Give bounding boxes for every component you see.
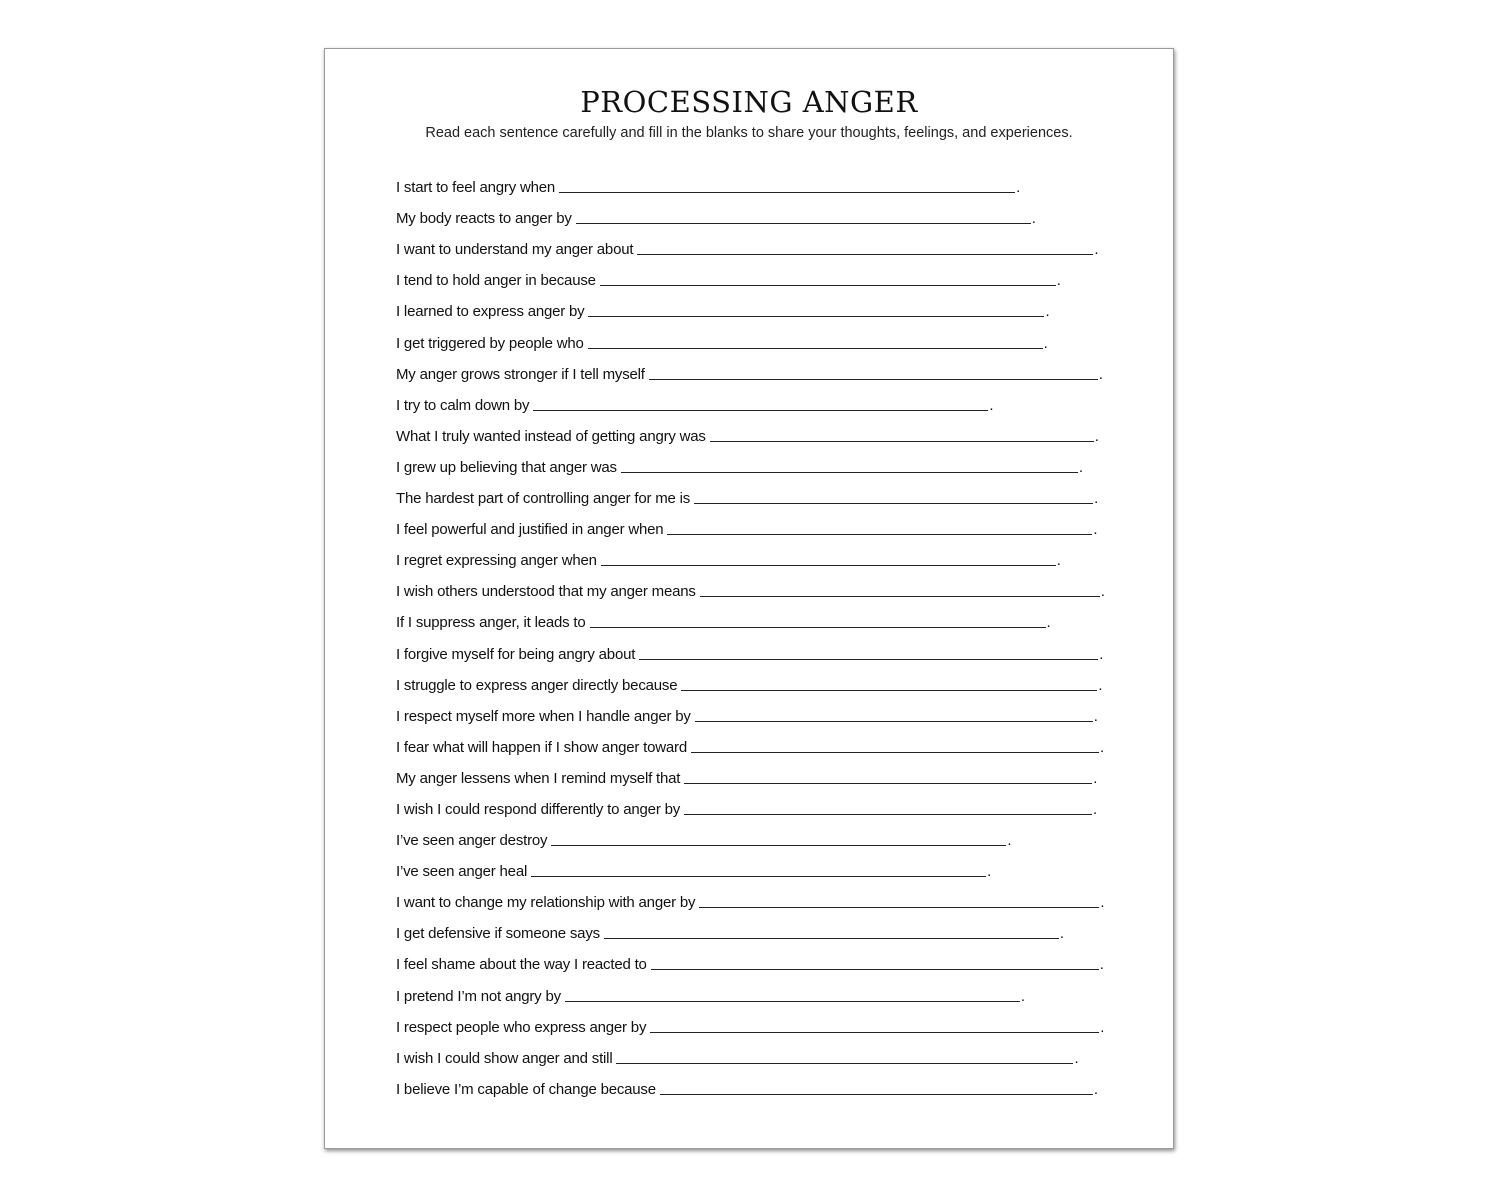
prompt-text: I wish others understood that my anger means — [396, 583, 696, 601]
sentence-period: . — [1093, 1080, 1099, 1098]
prompt-row — [396, 414, 1116, 445]
prompt-text: I pretend I’m not angry by — [396, 987, 561, 1005]
prompt-text: I’ve seen anger heal — [396, 863, 528, 881]
prompt-row — [396, 165, 1116, 196]
answer-blank[interactable] — [588, 316, 1044, 317]
sentence-period: . — [987, 863, 992, 881]
prompt-text: I regret expressing anger when — [396, 552, 597, 570]
answer-blank[interactable] — [604, 938, 1059, 939]
sentence-period: . — [1020, 987, 1026, 1005]
prompt-text: My anger lessens when I remind myself that — [396, 769, 681, 787]
prompt-row — [396, 818, 1116, 849]
answer-blank[interactable] — [600, 285, 1056, 286]
prompt-row — [396, 445, 1116, 476]
sentence-period: . — [989, 396, 994, 414]
prompt-row — [396, 538, 1116, 569]
sentence-period: . — [1093, 800, 1098, 818]
sentence-period: . — [1056, 272, 1061, 290]
prompt-row — [396, 320, 1116, 351]
answer-blank[interactable] — [601, 565, 1056, 566]
prompt-row — [396, 663, 1116, 694]
sentence-period: . — [1059, 925, 1065, 943]
sentence-period: . — [1100, 894, 1105, 912]
answer-blank[interactable] — [616, 1063, 1073, 1064]
prompt-text: I tend to hold anger in because — [396, 272, 596, 290]
prompt-row — [396, 258, 1116, 289]
prompt-row — [396, 1036, 1116, 1067]
prompt-text: I believe I’m capable of change because — [396, 1080, 656, 1098]
prompt-text: I grew up believing that anger was — [396, 458, 617, 476]
sentence-period: . — [1043, 334, 1048, 352]
answer-blank[interactable] — [694, 503, 1093, 504]
prompt-row — [396, 227, 1116, 258]
sentence-period: . — [1100, 1018, 1105, 1036]
prompt-row — [396, 476, 1116, 507]
sentence-period: . — [1031, 210, 1036, 228]
prompt-text: I want to understand my anger about — [396, 241, 634, 259]
prompt-text: I get triggered by people who — [396, 334, 584, 352]
prompt-row — [396, 911, 1116, 942]
prompt-row — [396, 569, 1116, 600]
answer-blank[interactable] — [684, 814, 1092, 815]
sentence-period: . — [1099, 645, 1104, 663]
prompt-text: What I truly wanted instead of getting angry was — [396, 427, 706, 445]
prompt-text: I respect people who express anger by — [396, 1018, 647, 1036]
answer-blank[interactable] — [649, 379, 1098, 380]
answer-blank[interactable] — [681, 690, 1097, 691]
answer-blank[interactable] — [710, 441, 1094, 442]
worksheet-instructions: Read each sentence carefully and fill in the blanks to share your thoughts, feelings, and experiences. — [425, 125, 1073, 141]
answer-blank[interactable] — [639, 659, 1098, 660]
prompt-row — [396, 725, 1116, 756]
answer-blank[interactable] — [667, 534, 1092, 535]
answer-blank[interactable] — [660, 1094, 1093, 1095]
answer-blank[interactable] — [533, 410, 988, 411]
prompt-row — [396, 352, 1116, 383]
sentence-period: . — [1100, 583, 1105, 601]
sentence-period: . — [1056, 552, 1061, 570]
answer-blank[interactable] — [651, 969, 1099, 970]
sentence-period: . — [1099, 738, 1105, 756]
answer-blank[interactable] — [695, 721, 1093, 722]
prompt-text: I wish I could show anger and still — [396, 1049, 613, 1067]
prompt-row — [396, 973, 1116, 1004]
prompt-text: My body reacts to anger by — [396, 210, 572, 228]
prompt-text: I feel shame about the way I reacted to — [396, 956, 647, 974]
prompt-text: I learned to express anger by — [396, 303, 585, 321]
sentence-period: . — [1016, 179, 1021, 197]
prompt-row — [396, 600, 1116, 631]
prompt-text: I respect myself more when I handle anger by — [396, 707, 691, 725]
prompt-text: If I suppress anger, it leads to — [396, 614, 586, 632]
answer-blank[interactable] — [684, 783, 1092, 784]
prompt-row — [396, 1067, 1116, 1098]
prompt-text: I feel powerful and justified in anger when — [396, 521, 664, 539]
prompt-text: I want to change my relationship with anger by — [396, 894, 696, 912]
prompt-row — [396, 507, 1116, 538]
answer-blank[interactable] — [691, 752, 1099, 753]
sentence-period: . — [1045, 303, 1050, 321]
prompt-text: I start to feel angry when — [396, 179, 556, 197]
sentence-period: . — [1046, 614, 1051, 632]
prompt-text: I get defensive if someone says — [396, 925, 600, 943]
prompt-text: My anger grows stronger if I tell myself — [396, 365, 645, 383]
sentence-period: . — [1094, 241, 1099, 259]
prompt-text: I wish I could respond differently to anger by — [396, 800, 681, 818]
answer-blank[interactable] — [551, 845, 1006, 846]
answer-blank[interactable] — [531, 876, 986, 877]
worksheet-title: PROCESSING ANGER — [580, 85, 918, 119]
sentence-period: . — [1094, 427, 1099, 445]
answer-blank[interactable] — [588, 348, 1043, 349]
prompt-row — [396, 631, 1116, 662]
answer-blank[interactable] — [576, 223, 1031, 224]
sentence-period: . — [1099, 956, 1104, 974]
prompt-text: I forgive myself for being angry about — [396, 645, 636, 663]
prompt-text: The hardest part of controlling anger for me is — [396, 490, 691, 508]
prompt-row — [396, 1005, 1116, 1036]
answer-blank[interactable] — [590, 627, 1046, 628]
prompt-row — [396, 289, 1116, 320]
sentence-period: . — [1093, 769, 1098, 787]
sentence-period: . — [1007, 832, 1012, 850]
answer-blank[interactable] — [565, 1001, 1020, 1002]
sentence-period: . — [1074, 1049, 1079, 1067]
prompt-row — [396, 196, 1116, 227]
prompt-row — [396, 383, 1116, 414]
sentence-period: . — [1094, 490, 1099, 508]
prompt-row — [396, 756, 1116, 787]
prompt-text: I’ve seen anger destroy — [396, 832, 548, 850]
prompt-list — [396, 165, 1116, 1098]
answer-blank[interactable] — [699, 907, 1099, 908]
sentence-period: . — [1078, 458, 1084, 476]
worksheet-page — [324, 48, 1174, 1149]
answer-blank[interactable] — [637, 254, 1093, 255]
prompt-row — [396, 849, 1116, 880]
prompt-text: I try to calm down by — [396, 396, 530, 414]
answer-blank[interactable] — [559, 192, 1015, 193]
answer-blank[interactable] — [621, 472, 1078, 473]
prompt-row — [396, 880, 1116, 911]
prompt-row — [396, 942, 1116, 973]
sentence-period: . — [1093, 521, 1098, 539]
prompt-row — [396, 694, 1116, 725]
answer-blank[interactable] — [650, 1032, 1099, 1033]
prompt-text: I struggle to express anger directly because — [396, 676, 678, 694]
sentence-period: . — [1093, 707, 1098, 725]
answer-blank[interactable] — [700, 596, 1100, 597]
sentence-period: . — [1098, 365, 1103, 383]
prompt-text: I fear what will happen if I show anger toward — [396, 738, 687, 756]
prompt-row — [396, 787, 1116, 818]
sentence-period: . — [1098, 676, 1103, 694]
